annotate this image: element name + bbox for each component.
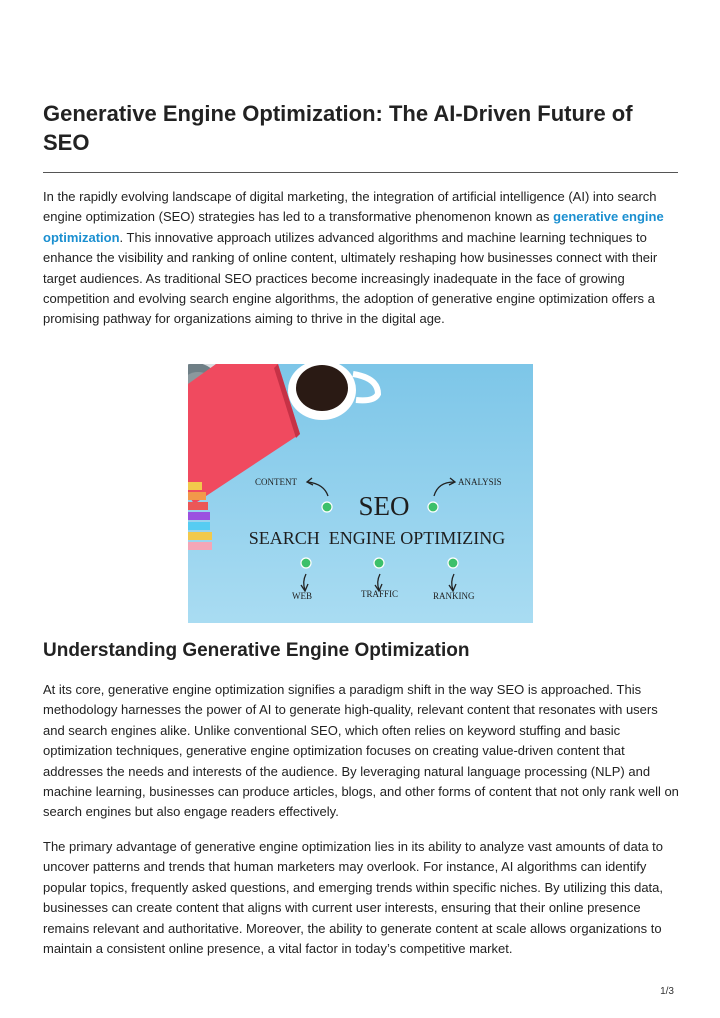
body-paragraph-2: The primary advantage of generative engine optimization lies in its ability to analyze vast amounts of data to uncover patterns and trends that human marketers may overlook. For instance, AI algorithms can identify popular topics, frequently asked questions, and emerging trends within specific niches. By utilizing this data, businesses can create content that aligns with current user interests, ensuring that their online presence remains relevant and authoritative. Moreover, the ability to generate content at scale allows organizations to maintain a consistent online presence, a vital factor in today’s competitive market.	[43, 839, 664, 957]
label-content: CONTENT	[255, 477, 297, 487]
label-traffic: TRAFFIC	[361, 589, 399, 599]
page-number: 1/3	[660, 986, 674, 997]
label-ranking: RANKING	[433, 591, 475, 601]
section-heading: Understanding Generative Engine Optimization	[43, 640, 470, 661]
page-title: Generative Engine Optimization: The AI-Driven Future of SEO	[43, 101, 633, 155]
seo-hero-image	[188, 364, 533, 623]
intro-text-after: . This innovative approach utilizes advanced algorithms and machine learning techniques to enhance the visibility and ranking of online content, ultimately reshaping how businesses connect with their target audiences. As traditional SEO practices become increasingly inadequate in the face of growing competition and evolving search engine algorithms, the adoption of generative engine optimization offers a promising pathway for organizations aiming to thrive in the digital age.	[43, 229, 658, 327]
label-web: WEB	[292, 591, 312, 601]
intro-text-before: In the rapidly evolving landscape of digital marketing, the integration of artificial intelligence (AI) into search engine optimization (SEO) strategies has led to a transformative phenomenon known as	[43, 189, 657, 225]
body-paragraph-1: At its core, generative engine optimization signifies a paradigm shift in the way SEO is approached. This methodology harnesses the power of AI to generate high-quality, relevant content that resonates with users and search engines alike. Unlike conventional SEO, which often relies on keyword stuffing and basic optimization techniques, generative engine optimization focuses on creating value-driven content that addresses the needs and interests of the audience. By leveraging natural language processing (NLP) and machine learning, businesses can produce articles, blogs, and other forms of content that not only rank well on search engines but also engage readers effectively.	[43, 682, 679, 820]
generative-engine-optimization-link[interactable]: generative engine optimization	[43, 209, 664, 245]
seo-illustration	[188, 364, 533, 623]
title-divider	[43, 172, 678, 173]
seo-label: SEO	[358, 491, 410, 521]
intro-paragraph	[43, 187, 683, 330]
search-engine-optimizing-label: SEARCH ENGINE OPTIMIZING	[248, 528, 506, 548]
label-analysis: ANALYSIS	[458, 477, 502, 487]
